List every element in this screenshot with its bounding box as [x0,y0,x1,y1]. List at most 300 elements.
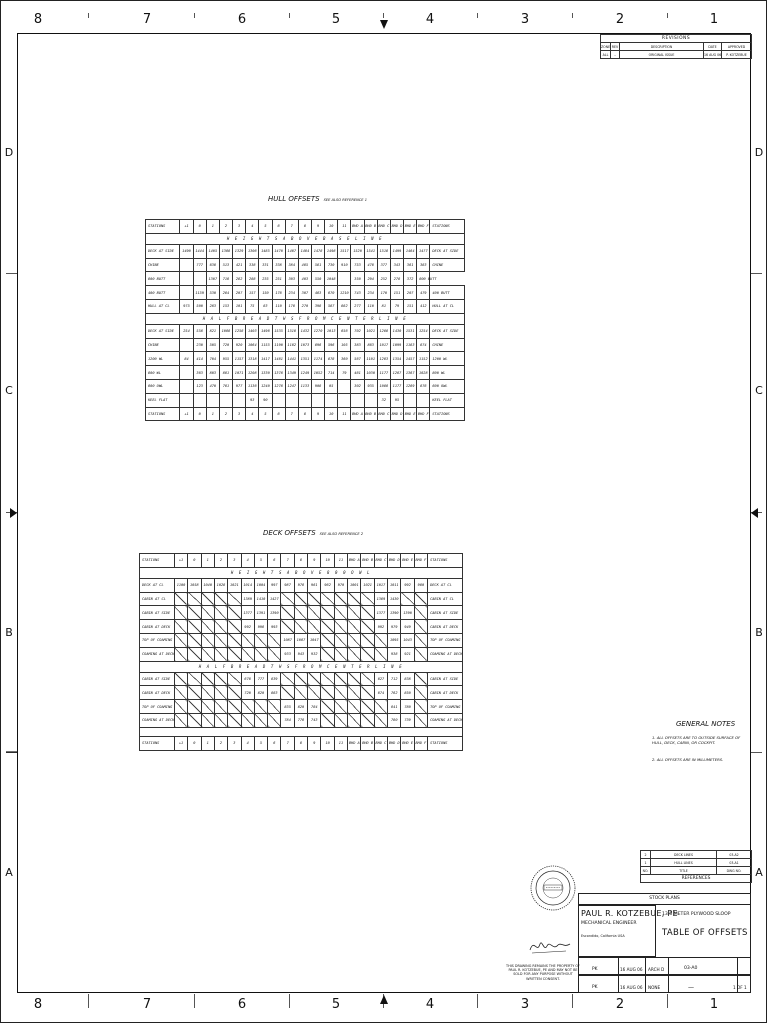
offset-cell [348,713,361,727]
offset-cell: 170 [377,286,390,300]
offset-cell: 1478 [311,244,324,258]
offset-cell: 878 [325,352,338,366]
revisions-header-cell: REV [611,44,619,49]
station-cell: 10 [325,407,338,421]
offset-cell: 838 [401,672,414,686]
offset-cell: 1389 [374,592,387,606]
station-cell: STATIONS [430,407,465,421]
stations-row [140,554,463,568]
offset-cell: 283 [206,299,219,313]
zone-column-label: 4 [425,997,435,1012]
offset-cell: 992 [401,578,414,592]
offset-cell: 1467 [285,244,298,258]
station-cell: 7 [285,220,298,234]
offset-cell [201,713,214,727]
offset-cell: 1499 [390,244,403,258]
station-cell: BHD A [351,407,364,421]
drawn-by: PK [592,967,598,972]
offset-cell: 550 [311,272,324,286]
offset-row [140,686,463,700]
offset-cell: 1307 [206,272,219,286]
offset-cell: 463 [311,286,324,300]
stations-row [140,736,463,750]
offset-cell [241,633,254,647]
offset-cell [174,713,187,727]
offset-cell: 1378 [272,366,285,380]
revisions-header-row [601,43,752,51]
offset-cell: 1270 [311,324,324,338]
offset-cell: 32 [377,393,390,407]
zone-column-label: 3 [520,12,530,27]
offset-cell: 704 [206,352,219,366]
offset-cell [201,633,214,647]
offset-cell: 1240 [259,379,272,393]
zone-column-label: 1 [709,12,719,27]
offset-cell [374,633,387,647]
reference-row: 2 DECK LINES 03-A2 [641,851,752,859]
offset-cell: 105 [338,338,351,352]
offset-cell: 558 [193,324,206,338]
offset-cell [351,393,364,407]
offset-cell: 839 [268,672,281,686]
offset-cell: 882 [338,299,351,313]
offset-cell [348,592,361,606]
offset-cell: 1258 [233,324,246,338]
offset-cell [174,592,187,606]
row-label-cell: COAMING AT DECK [140,713,175,727]
offset-cell: 908 [311,379,324,393]
offset-cell: 338 [246,258,259,272]
offset-cell [401,592,414,606]
station-cell: BHD F [414,554,427,568]
offset-cell: 270 [298,299,311,313]
station-cell: 2 [214,736,227,750]
offset-cell: 150 [259,286,272,300]
title-block-dwg-col [668,957,738,993]
offset-cell: 992 [241,620,254,634]
offset-cell: 938 [388,647,401,661]
offset-cell: 1017 [374,578,387,592]
offset-cell: 1464 [404,244,417,258]
station-cell: 11 [334,554,347,568]
center-arrow-left [10,508,17,518]
offset-cell: 1162 [285,338,298,352]
offset-cell: 235 [259,272,272,286]
offset-cell [414,606,427,620]
offset-cell [174,672,187,686]
offset-cell: 1040 [201,578,214,592]
revisions-header-cell: DATE [704,43,722,51]
zone-column-label: 2 [615,12,625,27]
offset-cell: 743 [308,713,321,727]
offset-cell [348,606,361,620]
zone-column-label: 4 [425,12,435,27]
offset-cell [294,686,307,700]
center-arrow-right [751,508,758,518]
offset-cell [180,272,193,286]
offset-cell [348,686,361,700]
offset-cell: 360 [338,352,351,366]
offset-cell: 123 [193,379,206,393]
offset-cell [193,393,206,407]
revisions-table [600,34,752,59]
offset-cell: 75 [246,299,259,313]
offset-cell: 1177 [390,379,403,393]
row-label-cell: KEEL FLAT [430,393,465,407]
station-cell: BHD C [374,736,387,750]
hull-offsets-table [145,219,465,421]
offset-cell [294,620,307,634]
offset-cell: 1330 [259,366,272,380]
offset-cell: 338 [272,258,285,272]
offset-cell: 933 [281,647,294,661]
offset-cell: 1461 [272,352,285,366]
offset-cell [338,379,351,393]
offset-cell: 101 [233,299,246,313]
offset-cell [180,338,193,352]
row-label-cell: CHINE [430,258,465,272]
row-label-cell: DECK AT SIDE [146,244,180,258]
reference-header-row: NO. TITLE DWG NO. [641,867,752,875]
station-cell: 10 [325,220,338,234]
offset-cell [334,620,347,634]
station-cell: 1 [201,554,214,568]
offset-cell: 1183 [404,338,417,352]
offset-cell: 636 [206,258,219,272]
offset-cell [214,633,227,647]
row-label-cell: CHINE [430,338,465,352]
offset-cell: 1004 [254,578,267,592]
breadths-band: H A L F B R E A D T H S F R O M C E N T E R L I N E [140,661,463,672]
offset-cell: 850 [401,686,414,700]
offset-cell [268,700,281,714]
offset-cell: 1354 [390,352,403,366]
offset-row [140,647,463,661]
offset-cell [214,713,227,727]
station-cell: BHD B [364,220,377,234]
offset-cell: 702 [351,324,364,338]
row-label-cell: CABIN AT CL [428,592,463,606]
offset-cell: 465 [298,258,311,272]
offset-cell: 876 [417,379,430,393]
signature [528,936,572,956]
offset-cell: 282 [233,272,246,286]
offset-cell: 476 [364,258,377,272]
offset-cell: 777 [254,672,267,686]
offset-cell: 863 [364,338,377,352]
offset-cell: 1064 [246,338,259,352]
offset-row [146,286,465,300]
offset-cell [414,633,427,647]
offset-cell: 398 [311,299,324,313]
offset-cell: 1101 [364,352,377,366]
offset-cell [228,713,241,727]
offset-cell: 1306 [246,244,259,258]
offset-cell: 176 [285,299,298,313]
offset-row [146,379,465,393]
offset-cell: 777 [193,258,206,272]
revisions-cell: ALL [601,51,611,59]
station-cell: 7 [281,554,294,568]
offset-cell [201,672,214,686]
offset-cell: 234 [364,286,377,300]
station-cell: 10 [321,736,334,750]
station-cell: +1 [174,736,187,750]
references-title: REFERENCES [641,875,752,883]
offset-cell [311,393,324,407]
station-cell: BHD B [361,736,374,750]
offset-cell: 960 [414,578,427,592]
offset-cell [361,633,374,647]
station-cell: STATIONS [428,736,463,750]
offset-cell: 1048 [325,272,338,286]
offset-cell: 1100 [174,578,187,592]
offset-cell: 207 [404,286,417,300]
checked-by: PK [592,985,598,990]
offset-cell [374,647,387,661]
offset-cell: 596 [325,338,338,352]
offset-cell: 93 [246,393,259,407]
general-note-1: 1. ALL OFFSETS ARE TO OUTSIDE SURFACE OF HULL, DECK, CABIN, OR COCKPIT. [652,735,741,745]
offset-cell [241,700,254,714]
offset-cell [374,700,387,714]
offset-cell: 361 [404,258,417,272]
offset-cell [334,672,347,686]
station-cell: 5 [259,220,272,234]
offset-cell [374,713,387,727]
offset-cell [188,620,201,634]
offset-cell [361,592,374,606]
offset-cell [201,647,214,661]
offset-cell: 363 [193,366,206,380]
offset-cell: 384 [285,258,298,272]
offset-cell: 288 [246,272,259,286]
row-label-cell: 600 OWL [146,379,180,393]
offset-cell: 627 [374,672,387,686]
row-label-cell: CHINE [146,258,180,272]
offset-cell [214,647,227,661]
offset-cell [174,700,187,714]
offset-cell [361,672,374,686]
offset-cell: 670 [325,286,338,300]
offset-row [140,606,463,620]
offset-cell [294,672,307,686]
row-label-cell: CABIN AT SIDE [140,606,175,620]
offset-cell: 1021 [361,578,374,592]
zone-column-label: 3 [520,997,530,1012]
offset-cell: 1210 [338,286,351,300]
offset-cell [414,700,427,714]
offset-cell: 997 [268,578,281,592]
offset-cell: 254 [180,324,193,338]
station-cell: 11 [338,407,351,421]
company-location: Escondido, California USA [581,934,625,938]
offset-cell: 372 [404,272,417,286]
offset-cell: 1017 [377,338,390,352]
offset-cell: 302 [351,379,364,393]
offset-cell: 1068 [219,324,232,338]
zone-column-label: 6 [237,997,247,1012]
station-cell: 3 [233,407,246,421]
station-cell: STATIONS [146,220,180,234]
station-cell: 7 [281,736,294,750]
offset-cell: 530 [206,286,219,300]
offset-cell: 90 [259,393,272,407]
station-cell: 5 [259,407,272,421]
offset-cell: 920 [233,338,246,352]
offset-cell: 284 [219,286,232,300]
offset-cell: 505 [206,338,219,352]
offset-cell: 1159 [193,286,206,300]
offset-cell [308,606,321,620]
offset-cell: 84 [180,352,193,366]
offset-cell: 1417 [259,352,272,366]
zone-column-label: 6 [237,12,247,27]
offset-cell: 753 [351,258,364,272]
offset-cell [404,393,417,407]
offset-cell [254,713,267,727]
offset-cell: 1498 [325,244,338,258]
offset-cell: 1247 [285,379,298,393]
offset-cell: 1001 [348,578,361,592]
offset-cell [180,286,193,300]
offset-row [146,299,465,313]
offset-cell [294,592,307,606]
offset-cell: 739 [401,713,414,727]
offset-cell: 1410 [254,592,267,606]
offset-cell: 1390 [401,606,414,620]
row-label-cell: 800 WL [146,366,180,380]
row-label-cell: 1200 WL [430,352,465,366]
drawn-date: 16 AUG 06 [620,967,643,972]
offset-cell: 1464 [298,244,311,258]
zone-row-label: C [5,384,13,397]
stations-row [146,220,465,234]
offset-cell [268,633,281,647]
offset-cell: 955 [219,352,232,366]
row-label-cell: CABIN AT SIDE [140,672,175,686]
station-cell: BHD D [388,554,401,568]
offset-cell [228,620,241,634]
row-label-cell: COAMING AT DECK [428,647,463,661]
zone-row-label: C [755,384,763,397]
offset-cell [214,700,227,714]
offset-cell: 970 [334,578,347,592]
offset-cell: 910 [338,258,351,272]
offset-cell: 513 [219,258,232,272]
offset-cell: 1028 [214,578,227,592]
offset-cell [281,606,294,620]
row-label-cell: 800 BUTT [146,272,180,286]
offset-row [140,620,463,634]
station-cell: BHD E [404,407,417,421]
offset-cell: 1263 [377,352,390,366]
station-cell: 3 [228,554,241,568]
vessel-subject: 13.5 METER PLYWOOD SLOOP [662,912,731,917]
offset-cell: 110 [364,299,377,313]
offset-cell: 896 [311,338,324,352]
offset-cell: 874 [417,338,430,352]
offset-cell: 1516 [285,324,298,338]
offset-cell: 776 [294,713,307,727]
offset-cell: 996 [254,620,267,634]
offset-cell: 1496 [259,324,272,338]
offset-cell [188,633,201,647]
station-cell: BHD B [364,407,377,421]
zone-column-label: 8 [33,997,43,1012]
offset-cell: 1405 [206,244,219,258]
offset-cell: 470 [206,379,219,393]
offset-cell: 1390 [268,606,281,620]
offset-cell: 935 [364,379,377,393]
weight: — [688,984,694,991]
offset-cell [321,672,334,686]
offset-cell [180,379,193,393]
offset-cell: 05 [325,379,338,393]
station-cell: BHD D [390,220,403,234]
station-cell: BHD C [374,554,387,568]
offset-cell [414,592,427,606]
offset-cell: 303 [285,272,298,286]
offset-cell: 1368 [219,244,232,258]
offset-cell: 993 [268,620,281,634]
offset-cell [364,393,377,407]
engineer-seal [528,858,580,924]
revisions-header-cell: APPROVED [722,43,752,51]
offset-cell: 992 [374,620,387,634]
hull-reference-text: SEE ALSO REFERENCE 1 [323,198,368,202]
row-label-cell: 1200 WL [146,352,180,366]
offset-cell [348,672,361,686]
offset-cell: 803 [206,366,219,380]
offset-row [140,592,463,606]
hull-title-text: HULL OFFSETS [268,195,320,203]
offset-cell: 1470 [272,244,285,258]
row-label-cell: COAMING AT DECK [140,647,175,661]
offset-cell: 674 [374,686,387,700]
offset-cell: 1288 [377,324,390,338]
offset-cell [241,647,254,661]
offset-cell: 1441 [285,352,298,366]
station-cell: 8 [298,407,311,421]
offset-cell: 1389 [241,592,254,606]
offset-cell: 414 [193,352,206,366]
offset-cell: 1087 [281,633,294,647]
heights-band: H E I G H T S A B O V E 8 0 0 O W L [140,567,463,578]
offset-cell: 1457 [404,352,417,366]
offset-cell [228,647,241,661]
offset-cell: 1403 [246,324,259,338]
zone-row-label: D [754,146,764,159]
offset-cell [254,700,267,714]
offset-cell: 1391 [254,606,267,620]
offset-cell: 1430 [388,592,401,606]
station-cell: STATIONS [428,554,463,568]
offset-cell: 83 [259,299,272,313]
deck-title-text: DECK OFFSETS [263,529,316,537]
deck-offsets-table [139,553,463,751]
row-label-cell: CABIN AT DECK [140,620,175,634]
station-cell: 1 [206,220,219,234]
offset-cell: 714 [325,366,338,380]
offset-cell: 500 [193,299,206,313]
offset-cell: 780 [388,713,401,727]
offset-cell: 977 [233,379,246,393]
zone-column-label: 8 [33,12,43,27]
sheet-size: ARCH D [648,967,665,972]
offset-cell: 1278 [272,379,285,393]
offset-row [146,244,465,258]
